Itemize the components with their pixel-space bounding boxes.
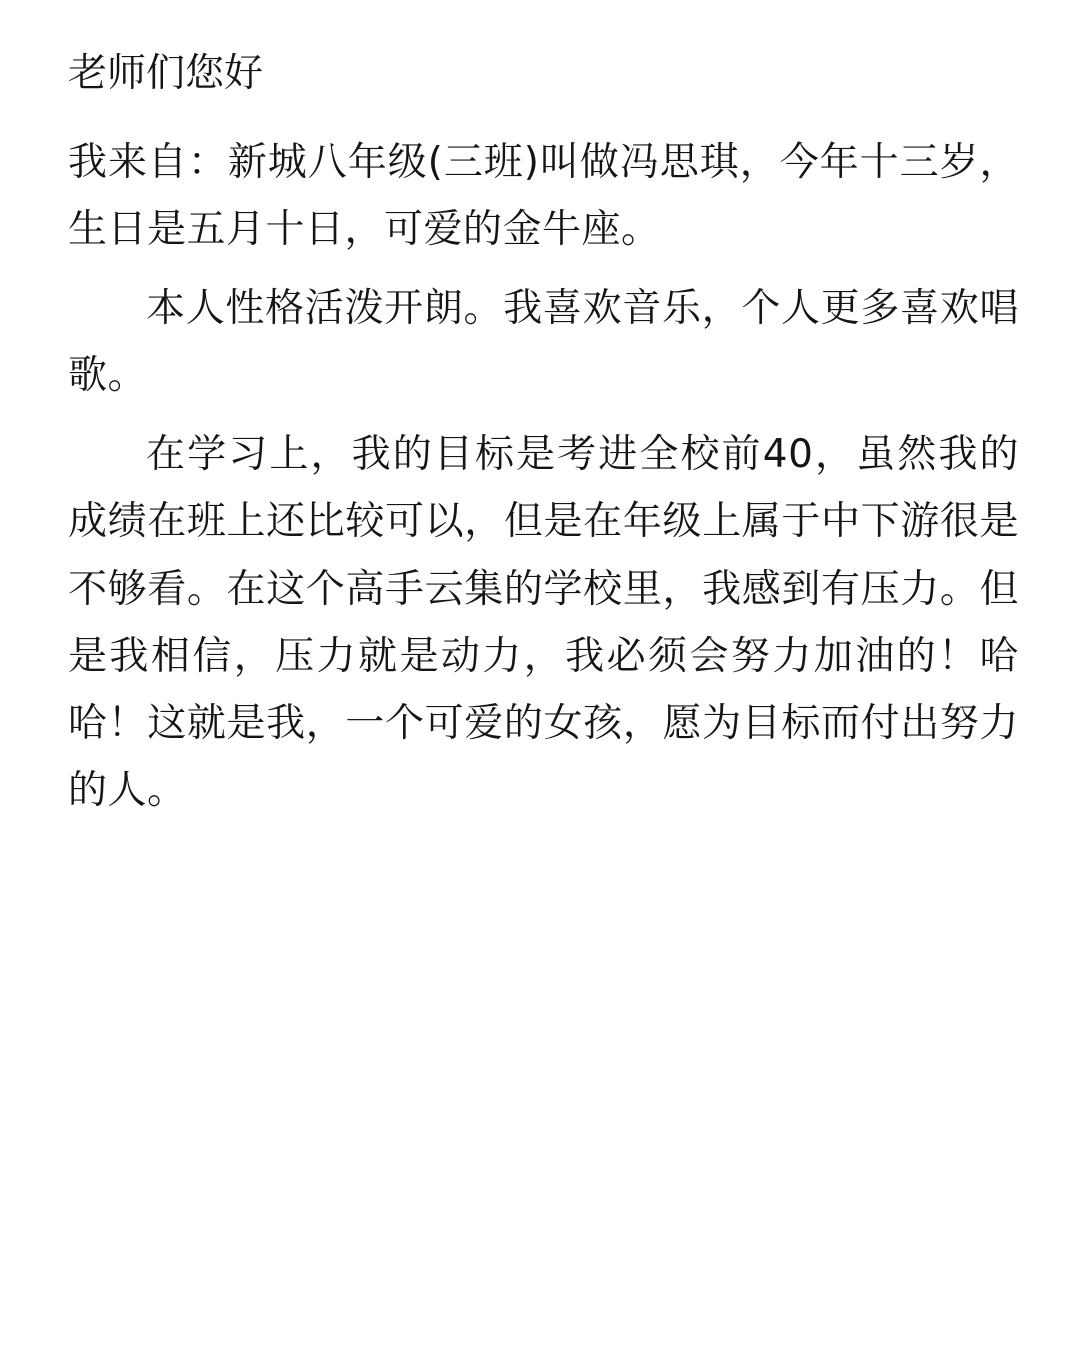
paragraph-study-goal: 在学习上，我的目标是考进全校前40，虽然我的成绩在班上还比较可以，但是在年级上属于中下游很是不够看。在这个高手云集的学校里，我感到有压力。但是我相信，压力就是动力，我必须会努力加油的！哈哈！这就是我，一个可爱的女孩，愿为目标而付出努力的人。 xyxy=(68,432,1019,813)
salutation-line: 老师们您好 xyxy=(68,51,264,96)
document-body xyxy=(68,40,1019,824)
spacer xyxy=(68,107,1019,129)
spacer xyxy=(68,409,1019,421)
paragraph-intro: 我来自：新城八年级(三班)叫做冯思琪，今年十三岁，生日是五月十日，可爱的金牛座。 xyxy=(68,140,1019,253)
spacer xyxy=(68,263,1019,275)
paragraph-personality: 本人性格活泼开朗。我喜欢音乐，个人更多喜欢唱歌。 xyxy=(68,286,1019,399)
